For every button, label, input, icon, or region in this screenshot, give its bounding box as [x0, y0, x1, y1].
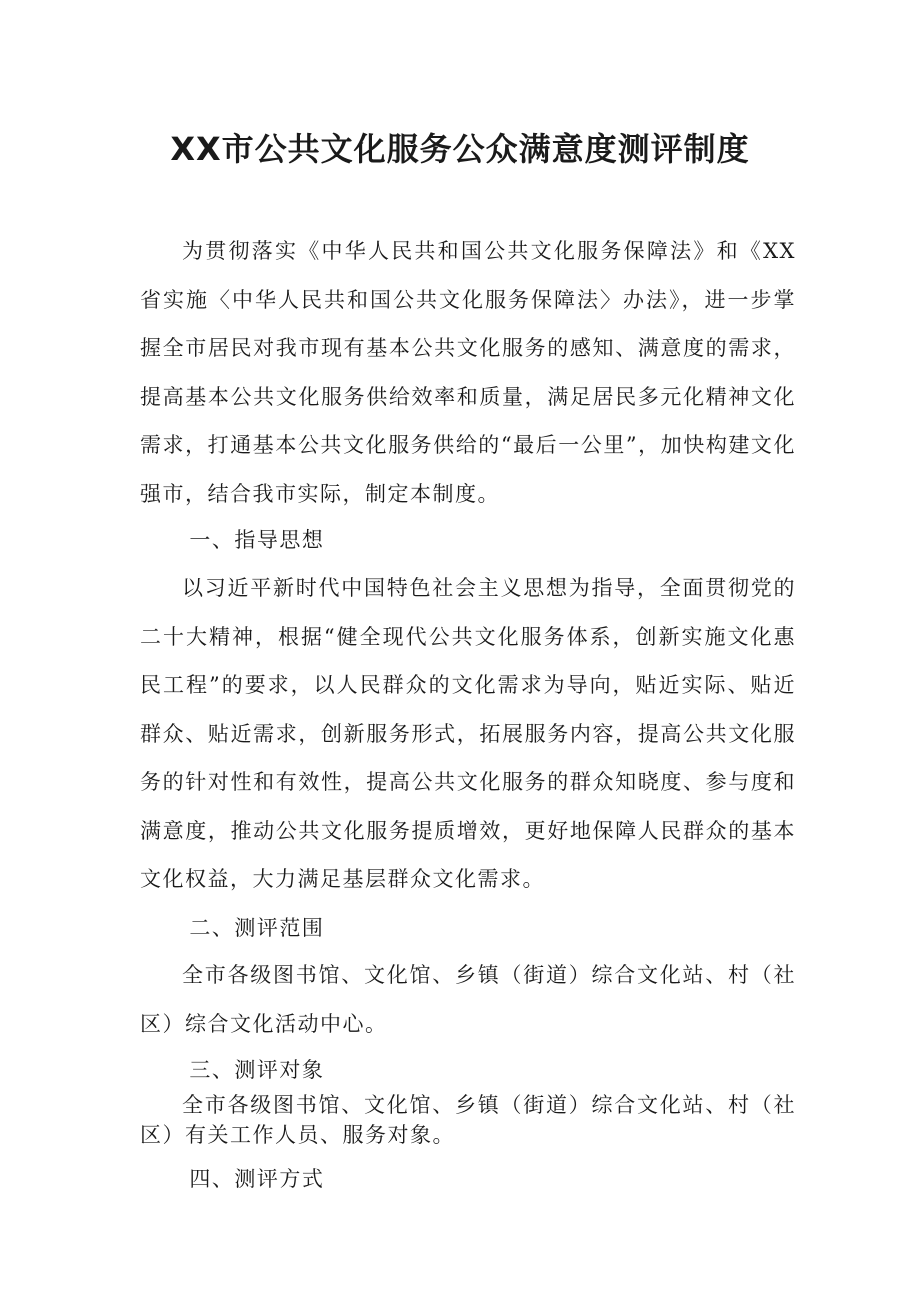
section-heading-guiding-ideology: 一、指导思想	[189, 528, 325, 552]
section-text-evaluation-targets: 全市各级图书馆、文化馆、乡镇（街道）综合文化站、村（社区）有关工作人员、服务对象。	[140, 1093, 796, 1147]
section-text-guiding-ideology: 以习近平新时代中国特色社会主义思想为指导，全面贯彻党的二十大精神，根据“健全现代公共文化服务体系，创新实施文化惠民工程”的要求，以人民群众的文化需求为导向，贴近实际、贴近群众、贴近需求，创新服务形式，拓展服务内容，提高公共文化服务的针对性和有效性，提高公共文化服务的群众知晓度、参与度和满意度，推动公共文化服务提质增效，更好地保障人民群众的基本文化权益，大力满足基层群众文化需求。	[140, 576, 796, 891]
intro-paragraph: 为贯彻落实《中华人民共和国公共文化服务保障法》和《XX省实施〈中华人民共和国公共文化服务保障法〉办法》，进一步掌握全市居民对我市现有基本公共文化服务的感知、满意度的需求，提高基本公共文化服务供给效率和质量，满足居民多元化精神文化需求，打通基本公共文化服务供给的“最后一公里”，加快构建文化强市，结合我市实际，制定本制度。	[140, 239, 796, 506]
section-heading-evaluation-targets: 三、测评对象	[189, 1058, 325, 1082]
section-heading-evaluation-scope: 二、测评范围	[189, 916, 325, 940]
section-text-evaluation-scope: 全市各级图书馆、文化馆、乡镇（街道）综合文化站、村（社区）综合文化活动中心。	[140, 963, 796, 1036]
document-title: XX市公共文化服务公众满意度测评制度	[170, 130, 750, 168]
section-heading-evaluation-method: 四、测评方式	[189, 1167, 325, 1191]
